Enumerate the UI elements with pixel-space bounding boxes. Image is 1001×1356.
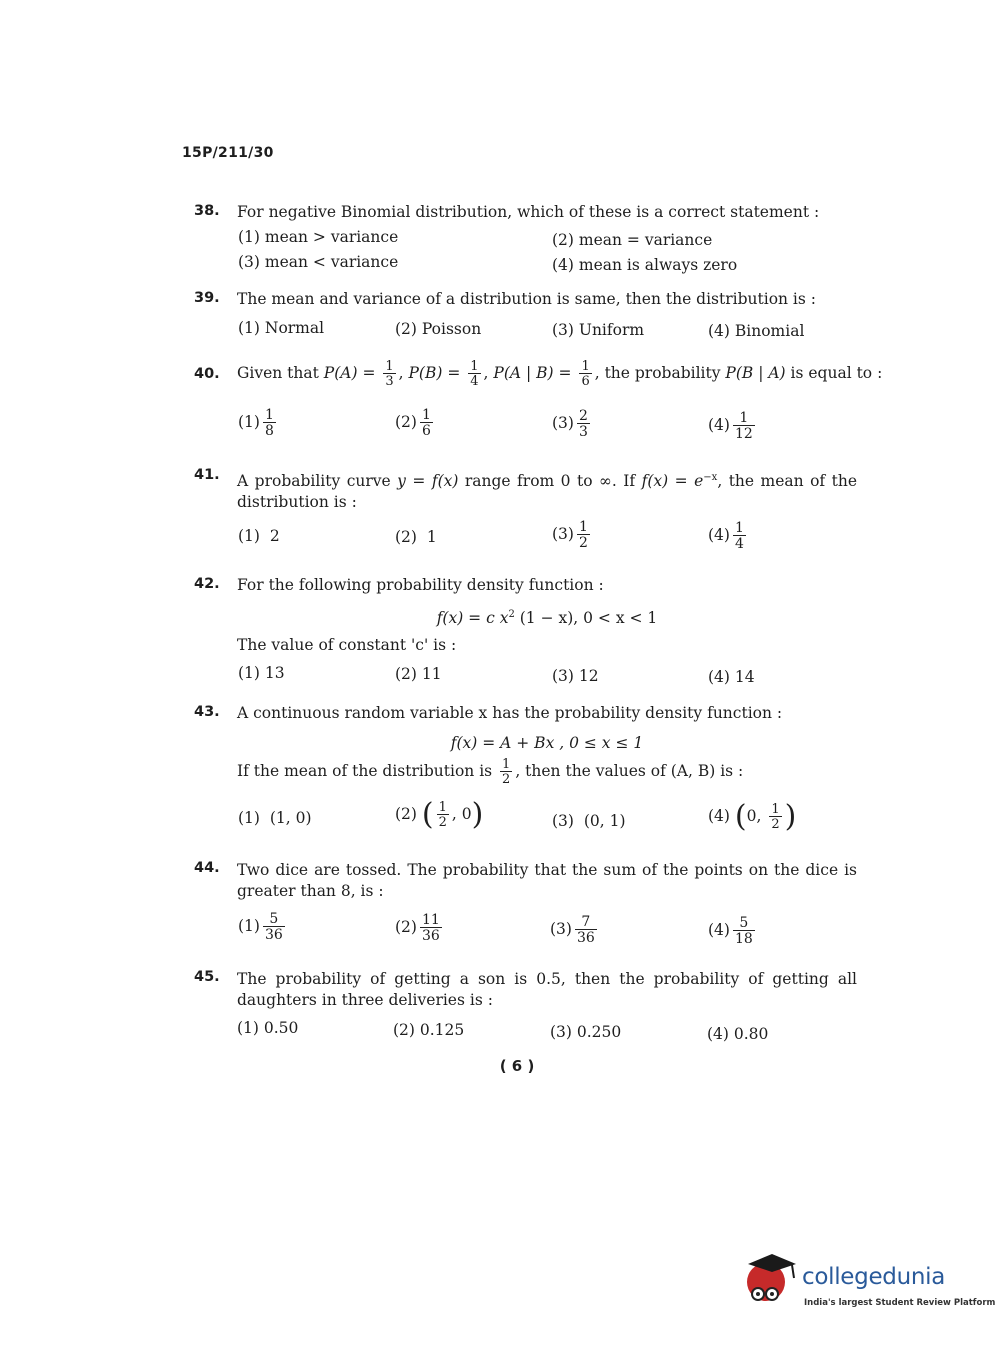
option-4: (4) 14: [708, 668, 755, 686]
brand-watermark[interactable]: [742, 1250, 996, 1320]
question-text: The probability of getting a son is 0.5, then the probability of getting all daughters in three deliveries is :: [237, 970, 857, 1009]
option-2: (2) 1: [395, 528, 437, 546]
question-number: 39.: [194, 290, 220, 306]
brand-name: collegedunia: [802, 1264, 946, 1290]
option-4: (4) $\frac{1}{12}$: [708, 410, 753, 442]
option-1: (1) (1, 0): [238, 809, 312, 827]
question-text: Two dice are tossed. The probability that the sum of the points on the dice is greater than 8, is :: [237, 861, 857, 900]
option-1: (1) 0.50: [237, 1019, 299, 1037]
question-text: The mean and variance of a distribution is same, then the distribution is :: [237, 290, 816, 308]
question-number: 45.: [194, 969, 220, 985]
option-1: (1) 2: [238, 527, 280, 545]
option-1: (1) Normal: [238, 319, 325, 337]
question-text: For the following probability density function :: [237, 576, 604, 594]
option-3: (3) Uniform: [552, 321, 645, 339]
option-2: (2) $\frac{1}{6}$: [395, 407, 431, 439]
paper-code: 15P/211/30: [182, 145, 274, 161]
question-number: 41.: [194, 467, 220, 483]
question-number: 38.: [194, 203, 220, 219]
question-text: A probability curve y = f(x) range from 0 to ∞. If $f(x) = e^{-x}$, the mean of the distribution is :: [237, 472, 857, 512]
option-2: (2) $\frac{11}{36}$: [395, 912, 440, 944]
option-4: (4) $\frac{5}{18}$: [708, 915, 753, 947]
option-3: (3) 0.250: [550, 1023, 622, 1041]
option-4: (4) mean is always zero: [552, 256, 738, 274]
brand-tagline: India's largest Student Review Platform: [804, 1298, 996, 1308]
option-3: (3) $\frac{7}{36}$: [550, 914, 595, 946]
question-text: A continuous random variable x has the probability density function :: [237, 704, 783, 722]
question-number: 44.: [194, 860, 220, 876]
question-number: 40.: [194, 366, 220, 382]
option-2: (2) 0.125: [393, 1021, 465, 1039]
option-1: (1) mean > variance: [238, 228, 399, 246]
option-3: (3) mean < variance: [238, 253, 399, 271]
option-4: (4) $\frac{1}{4}$: [708, 520, 744, 552]
option-1: (1) $\frac{1}{8}$: [238, 407, 274, 439]
option-2: (2) ( $\frac{1}{2}$ , 0): [395, 797, 484, 832]
formula: f(x) = c $x^2$ (1 − x), 0 < x < 1: [436, 609, 658, 628]
option-2: (2) Poisson: [395, 320, 482, 338]
option-1: (1) $\frac{5}{36}$: [238, 911, 283, 943]
option-2: (2) 11: [395, 665, 442, 683]
question-number: 43.: [194, 704, 220, 720]
option-1: (1) 13: [238, 664, 285, 682]
option-3: (3) (0, 1): [552, 812, 626, 830]
question-number: 42.: [194, 576, 220, 592]
option-4: (4) 0.80: [707, 1025, 769, 1043]
question-text: For negative Binomial distribution, which of these is a correct statement :: [237, 203, 820, 221]
question-text: Given that P(A) = $\frac{1}{3}$ , P(B) = $\frac{1}{4}$ , P(A | B) = $\frac{1}{6}$ , the probability P(B | A) is equal to :: [237, 359, 883, 389]
option-2: (2) mean = variance: [552, 231, 713, 249]
graduate-mascot-icon: [742, 1250, 800, 1308]
option-3: (3) $\frac{2}{3}$: [552, 408, 588, 440]
question-subtext: If the mean of the distribution is $\frac{1}{2}$ , then the values of (A, B) is :: [237, 757, 744, 787]
option-4: (4) Binomial: [708, 322, 805, 340]
option-3: (3) $\frac{1}{2}$: [552, 519, 588, 551]
option-3: (3) 12: [552, 667, 599, 685]
question-subtext: The value of constant 'c' is :: [237, 636, 457, 654]
option-4: (4) (0, $\frac{1}{2}$ ): [708, 799, 797, 834]
page-number: ( 6 ): [499, 1057, 535, 1075]
formula: f(x) = A + Bx , 0 ≤ x ≤ 1: [450, 734, 644, 752]
